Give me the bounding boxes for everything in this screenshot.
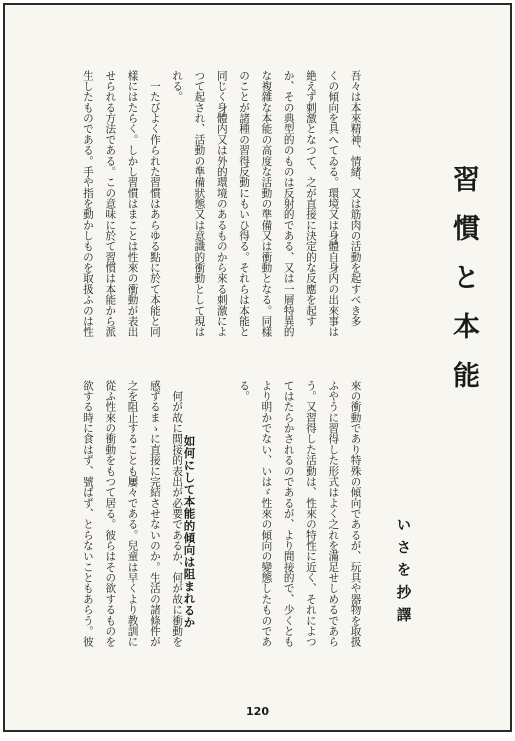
page-title: 習慣と本能 (448, 165, 479, 410)
text-line: 之を阻止することも屢々である。兒童は早くより教訓に (126, 380, 139, 647)
text-line: せられる方法である。この意味に於て習慣は本能から派 (104, 70, 117, 337)
text-line: より明かでない、いはゞ性來の傾向の變態したものであ (260, 380, 273, 647)
author-credit: いさを抄譯 (394, 517, 412, 630)
text-line: 來の衝動であり特殊の傾向であるが、玩具や器物を取扱 (349, 380, 362, 647)
text-line: 感ずるまゝに直接に完結させないのか。生活の諸條件が (148, 380, 161, 647)
text-line: 絶えず刺激となつて、之が直接に決定的な反應を起す (304, 70, 317, 327)
text-line: 從ふ性來の衝動をもつて居る。彼らはその欲するものを (104, 380, 117, 647)
text-line: か、その典型的のものは反射的である、又は一層特異的 (282, 70, 295, 337)
text-line: 何が故に間接的表出が必要であるか、何が故に衝動を (171, 380, 184, 647)
book-page (3, 3, 512, 732)
section-heading: 如何にして本能的傾向は阻まれるか (182, 435, 197, 629)
page-number: 120 (246, 705, 269, 718)
text-line: 同じく身體内又は外的環境のあるものから來る刺激によ (215, 70, 228, 337)
text-line: 一たびよく作られた習慣はあらゆる點に於て本能と同 (148, 70, 161, 337)
text-line: ふやうに習得した形式はよく之れを滿足せしめるであら (327, 380, 340, 647)
text-line: のことが諸種の習得反動にもいひ得る。それらは本能と (238, 70, 251, 337)
text-line: てはたらかされるのであるが、より間接的で、少くとも (282, 380, 295, 647)
text-line: れる。 (171, 70, 184, 103)
text-line: つて起され、活動の準備狀態又は意識的衝動として現は (193, 70, 206, 337)
text-line: る。 (238, 380, 251, 402)
text-line: な複雜な本能の高度な活動の準備又は衝動となる。同樣 (260, 70, 273, 337)
text-line: 吾々は本來精神、情緒、又は筋肉の活動を起すべき多 (349, 70, 362, 327)
text-line: 生したものである。手や指を動かしものを取扱ふのは性 (81, 70, 94, 337)
text-line: う。又習得した活動は、性來の特性に近く、それによつ (304, 380, 317, 647)
text-line: 樣にはたらく。しかし習慣はまことは性來の衝動が表出 (126, 70, 139, 337)
text-line: 欲する時に食はず、號ばず、とらないこともあらう。彼 (81, 380, 94, 647)
text-line: くの傾向を具へてゐる。環境又は身體自身内の出來事は (327, 70, 340, 337)
